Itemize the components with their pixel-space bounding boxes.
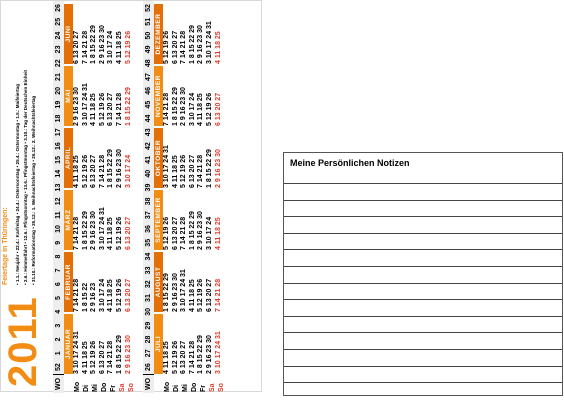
week-number: 25: [55, 17, 62, 26]
notes-line: [284, 283, 562, 284]
week-number: 39: [145, 183, 152, 192]
week-number: 8: [55, 254, 62, 259]
month-day-row: 3 10 17 24 31: [163, 145, 170, 188]
month-day-row: 7 14 21 28: [214, 278, 222, 312]
month-name: JUNI: [64, 4, 73, 64]
month-day-row: 3 10 17 24 31: [81, 83, 89, 126]
month-day-row: 2 9 16 23 30: [90, 211, 98, 250]
month-block: [64, 66, 143, 126]
holidays-line: • 1.1.: Neujahr • 22.4.: Karfreitag • 24.4.: Ostersonntag • 25.4.: Ostermontag • 1.5.: Maifeiertag: [15, 83, 20, 285]
week-number: 35: [145, 238, 152, 247]
week-number: 14: [55, 169, 62, 178]
month-day-row: 2 9 16 23 30: [115, 149, 123, 188]
month-day-row: 4 11 18 25: [115, 31, 123, 64]
week-number: 9: [55, 240, 62, 245]
week-number: 52: [55, 363, 62, 371]
week-number: 52: [145, 4, 152, 12]
month-block: [64, 128, 143, 188]
notes-line: [284, 266, 562, 267]
month-day-row: 6 13 20 27: [107, 92, 115, 126]
notes-sheet: [283, 152, 563, 396]
month-day-row: 1 8 15 22 29: [163, 273, 170, 312]
month-name: OKTOBER: [154, 128, 163, 188]
month-block: [154, 66, 233, 126]
month-day-row: 3 10 17 24 31: [98, 207, 106, 250]
month-day-row: 6 13 20 27: [124, 278, 132, 312]
month-day-row: 7 14 21 28: [180, 216, 188, 250]
month-day-row: 4 11 18 25: [214, 217, 222, 250]
month-day-row: 4 11 18 25: [214, 31, 222, 64]
weekday-label: Do: [101, 382, 108, 392]
month-day-row: 1 8 15 22 29: [205, 149, 213, 188]
month-day-row: 7 14 21 28: [197, 154, 205, 188]
month-day-row: 5 12 19 26: [81, 154, 89, 188]
month-day-row: 4 11 18 25: [107, 217, 115, 250]
week-number: 45: [145, 100, 152, 109]
calendar-card: [0, 0, 262, 392]
month-day-row: 2 9 16 23 30: [197, 25, 205, 64]
month-block: [154, 128, 233, 188]
month-name: APRIL: [64, 128, 73, 188]
month-block: [64, 4, 143, 64]
month-block: [64, 252, 143, 312]
week-number: 11: [55, 211, 62, 219]
month-day-row: 4 11 18 25: [73, 155, 80, 188]
month-block: [154, 4, 233, 64]
month-day-row: 4 11 18 25: [81, 341, 89, 374]
weekday-label: Mo: [74, 381, 81, 392]
week-number: 7: [55, 268, 62, 273]
month-day-row: 1 8 15 22 29: [90, 25, 98, 64]
month-day-row: 1 8 15 22 29: [188, 25, 196, 64]
weekday-label: Mo: [164, 381, 171, 392]
notes-line: [284, 316, 562, 317]
month-block: [154, 252, 233, 312]
month-day-row: 3 10 17 24 31: [205, 21, 213, 64]
month-day-row: 7 14 21 28: [163, 92, 170, 126]
week-number: 2: [55, 337, 62, 342]
month-day-row: 1 8 15 22 29: [115, 335, 123, 374]
month-day-row: 7 14 21 28: [73, 216, 80, 250]
month-day-row: 5 12 19 26: [171, 340, 179, 374]
month-day-row: 2 9 16 23: [90, 282, 98, 312]
month-name: JULI: [154, 314, 163, 374]
month-day-row: 6 13 20 27: [205, 278, 213, 312]
month-block: [64, 314, 143, 374]
week-number-row-top: [53, 1, 64, 393]
notes-line: [284, 349, 562, 350]
calendar-year: 2011: [1, 296, 45, 387]
week-number: 32: [145, 280, 152, 289]
month-day-row: 3 10 17 24: [124, 154, 132, 188]
month-day-row: 3 10 17 24: [98, 278, 106, 312]
week-number: 29: [145, 321, 152, 330]
week-number: 26: [145, 363, 152, 371]
month-day-row: 2 9 16 23 30: [171, 273, 179, 312]
week-number: 24: [55, 31, 62, 40]
month-day-row: 7 14 21 28: [188, 340, 196, 374]
week-number: 51: [145, 17, 152, 26]
month-day-row: 5 12 19 26: [197, 278, 205, 312]
calendar-panel-first-half: [64, 1, 143, 393]
month-day-row: 6 13 20 27: [73, 30, 80, 64]
notes-title: Meine Persönlichen Notizen: [290, 158, 410, 168]
week-number: 10: [55, 225, 62, 233]
month-day-row: 6 13 20 27: [180, 340, 188, 374]
month-day-row: 4 11 18 25: [188, 279, 196, 312]
month-name: NOVEMBER: [154, 66, 163, 126]
week-number: 33: [145, 266, 152, 275]
weekday-column: [64, 375, 143, 393]
month-day-row: 1 8 15 22 29: [197, 335, 205, 374]
weekday-label: So: [128, 383, 135, 392]
month-day-row: 3 10 17 24: [205, 216, 213, 250]
week-number: 23: [55, 45, 62, 54]
week-number: 16: [55, 142, 62, 150]
month-day-row: 5 12 19 26: [115, 216, 123, 250]
week-number: 5: [55, 296, 62, 300]
week-number: 1: [55, 351, 62, 356]
month-day-row: 5 12 19 26: [124, 30, 132, 64]
weekday-label: Mi: [182, 384, 189, 392]
holidays-title: Feiertage in Thüringen:: [2, 207, 9, 285]
month-day-row: 1 8 15 22 29: [124, 87, 132, 126]
weekday-label: Di: [173, 385, 180, 392]
notes-line: [284, 382, 562, 383]
weekday-label: Sa: [209, 383, 216, 392]
week-number: 19: [55, 100, 62, 109]
month-day-row: 7 14 21 28: [115, 92, 123, 126]
month-day-row: 2 9 16 23 30: [180, 87, 188, 126]
week-number: 46: [145, 86, 152, 95]
month-day-row: 5 12 19 26: [180, 154, 188, 188]
month-day-row: 5 12 19 26: [98, 92, 106, 126]
holidays-line: • 2.6.: Himmelfahrt • 12.6.: Pfingstsonntag • 13.6.: Pfingstmontag • 3.10.: Tag der Deutschen Einheit: [23, 70, 28, 285]
month-day-row: 6 13 20 27: [124, 216, 132, 250]
week-number: 43: [145, 128, 152, 137]
month-day-row: 1 8 15 22 29: [81, 211, 89, 250]
week-number: 17: [55, 128, 62, 137]
month-name: MÄRZ: [64, 190, 73, 250]
week-number: 41: [145, 156, 152, 164]
month-day-row: 1 8 15 22 29: [171, 87, 179, 126]
week-number: 22: [55, 59, 62, 68]
month-block: [154, 190, 233, 250]
month-day-row: 4 11 18 25: [197, 93, 205, 126]
week-number: 12: [55, 197, 62, 206]
month-day-row: 6 13 20 27: [171, 216, 179, 250]
calendar-panel-second-half: [154, 1, 233, 393]
notes-line: [284, 299, 562, 300]
week-number: 50: [145, 31, 152, 40]
month-name: FEBRUAR: [64, 252, 73, 312]
month-name: JANUAR: [64, 314, 73, 374]
month-day-row: 1 8 15 22 29: [107, 149, 115, 188]
week-number: 4: [55, 309, 62, 314]
month-day-row: 3 10 17 24 31: [180, 269, 188, 312]
month-day-row: 6 13 20 27: [214, 92, 222, 126]
month-block: [64, 190, 143, 250]
week-number: 37: [145, 211, 152, 220]
month-day-row: 6 13 20 27: [188, 154, 196, 188]
month-name: DEZEMBER: [154, 4, 163, 64]
notes-line: [284, 200, 562, 201]
month-day-row: 2 9 16 23 30: [73, 87, 80, 126]
month-day-row: 7 14 21 28: [107, 340, 115, 374]
week-label: WO: [53, 374, 64, 393]
notes-line: [284, 183, 562, 184]
month-day-row: 3 10 17 24 31: [214, 331, 222, 374]
week-number: 28: [145, 335, 152, 344]
week-number-row-bottom: [143, 1, 154, 393]
week-number: 26: [55, 4, 62, 12]
week-number: 40: [145, 169, 152, 178]
month-day-row: 6 13 20 27: [171, 30, 179, 64]
month-name: SEPTEMBER: [154, 190, 163, 250]
month-day-row: 2 9 16 23 30: [124, 335, 132, 374]
month-day-row: 5 12 19 26: [163, 216, 170, 250]
week-number: 6: [55, 282, 62, 287]
month-day-row: 3 10 17 24: [107, 30, 115, 64]
calendar-rotated-content: [1, 1, 263, 393]
month-day-row: 5 12 19 26: [90, 340, 98, 374]
week-number: 47: [145, 73, 152, 81]
month-day-row: 7 14 21 28: [180, 30, 188, 64]
week-number: 31: [145, 294, 152, 302]
week-label: WO: [143, 374, 154, 393]
weekday-column: [154, 375, 233, 393]
weekday-label: Fr: [200, 385, 207, 392]
month-name: MAI: [64, 66, 73, 126]
week-number: 15: [55, 156, 62, 164]
month-day-row: 2 9 16 23 30: [197, 211, 205, 250]
notes-line: [284, 366, 562, 367]
month-day-row: 5 12 19 26: [115, 278, 123, 312]
week-number: 27: [145, 349, 152, 358]
month-day-row: 4 11 18 25: [171, 155, 179, 188]
month-day-row: 4 11 18 25: [163, 341, 170, 374]
weekday-label: Do: [191, 382, 198, 392]
month-day-row: 3 10 17 24: [188, 92, 196, 126]
week-number: 38: [145, 197, 152, 206]
month-day-row: 7 14 21 28: [81, 30, 89, 64]
month-day-row: 1 8 15 22 29: [188, 211, 196, 250]
month-day-row: 5 12 19 26: [163, 30, 170, 64]
week-number: 30: [145, 307, 152, 316]
week-number: 18: [55, 114, 62, 123]
month-day-row: 6 13 20 27: [98, 340, 106, 374]
week-number: 36: [145, 225, 152, 233]
weekday-label: So: [218, 383, 225, 392]
month-day-row: 4 11 18 25: [90, 93, 98, 126]
week-number: 3: [55, 323, 62, 328]
week-number: 13: [55, 183, 62, 192]
month-day-row: 7 14 21 28: [73, 278, 80, 312]
month-day-row: 4 11 18 25: [107, 279, 115, 312]
month-day-row: 6 13 20 27: [90, 154, 98, 188]
week-number: 49: [145, 45, 152, 54]
month-block: [154, 314, 233, 374]
weekday-label: Mi: [92, 384, 99, 392]
weekday-label: Fr: [110, 385, 117, 392]
week-number: 42: [145, 142, 152, 150]
week-number: 34: [145, 252, 152, 261]
notes-line: [284, 216, 562, 217]
weekday-label: Di: [83, 385, 90, 392]
month-day-row: 3 10 17 24 31: [73, 331, 80, 374]
month-day-row: 2 9 16 23 30: [205, 335, 213, 374]
month-day-row: 2 9 16 23 30: [98, 25, 106, 64]
month-day-row: 5 12 19 26: [205, 92, 213, 126]
notes-line: [284, 233, 562, 234]
month-day-row: 7 14 21 28: [98, 154, 106, 188]
week-number: 20: [55, 86, 62, 95]
holidays-line: • 31.10.: Reformationstag • 25.12.: 1. Weihnachtsfeiertag • 26.12.: 2. Weihnachtsfeiertag: [31, 95, 36, 285]
weekday-label: Sa: [119, 383, 126, 392]
notes-line: [284, 332, 562, 333]
week-number: 44: [145, 114, 152, 123]
month-day-row: 2 9 16 23 30: [214, 149, 222, 188]
month-name: AUGUST: [154, 252, 163, 312]
notes-line: [284, 249, 562, 250]
week-number: 48: [145, 59, 152, 68]
week-number: 21: [55, 73, 62, 81]
month-day-row: 1 8 15 22: [81, 282, 89, 312]
